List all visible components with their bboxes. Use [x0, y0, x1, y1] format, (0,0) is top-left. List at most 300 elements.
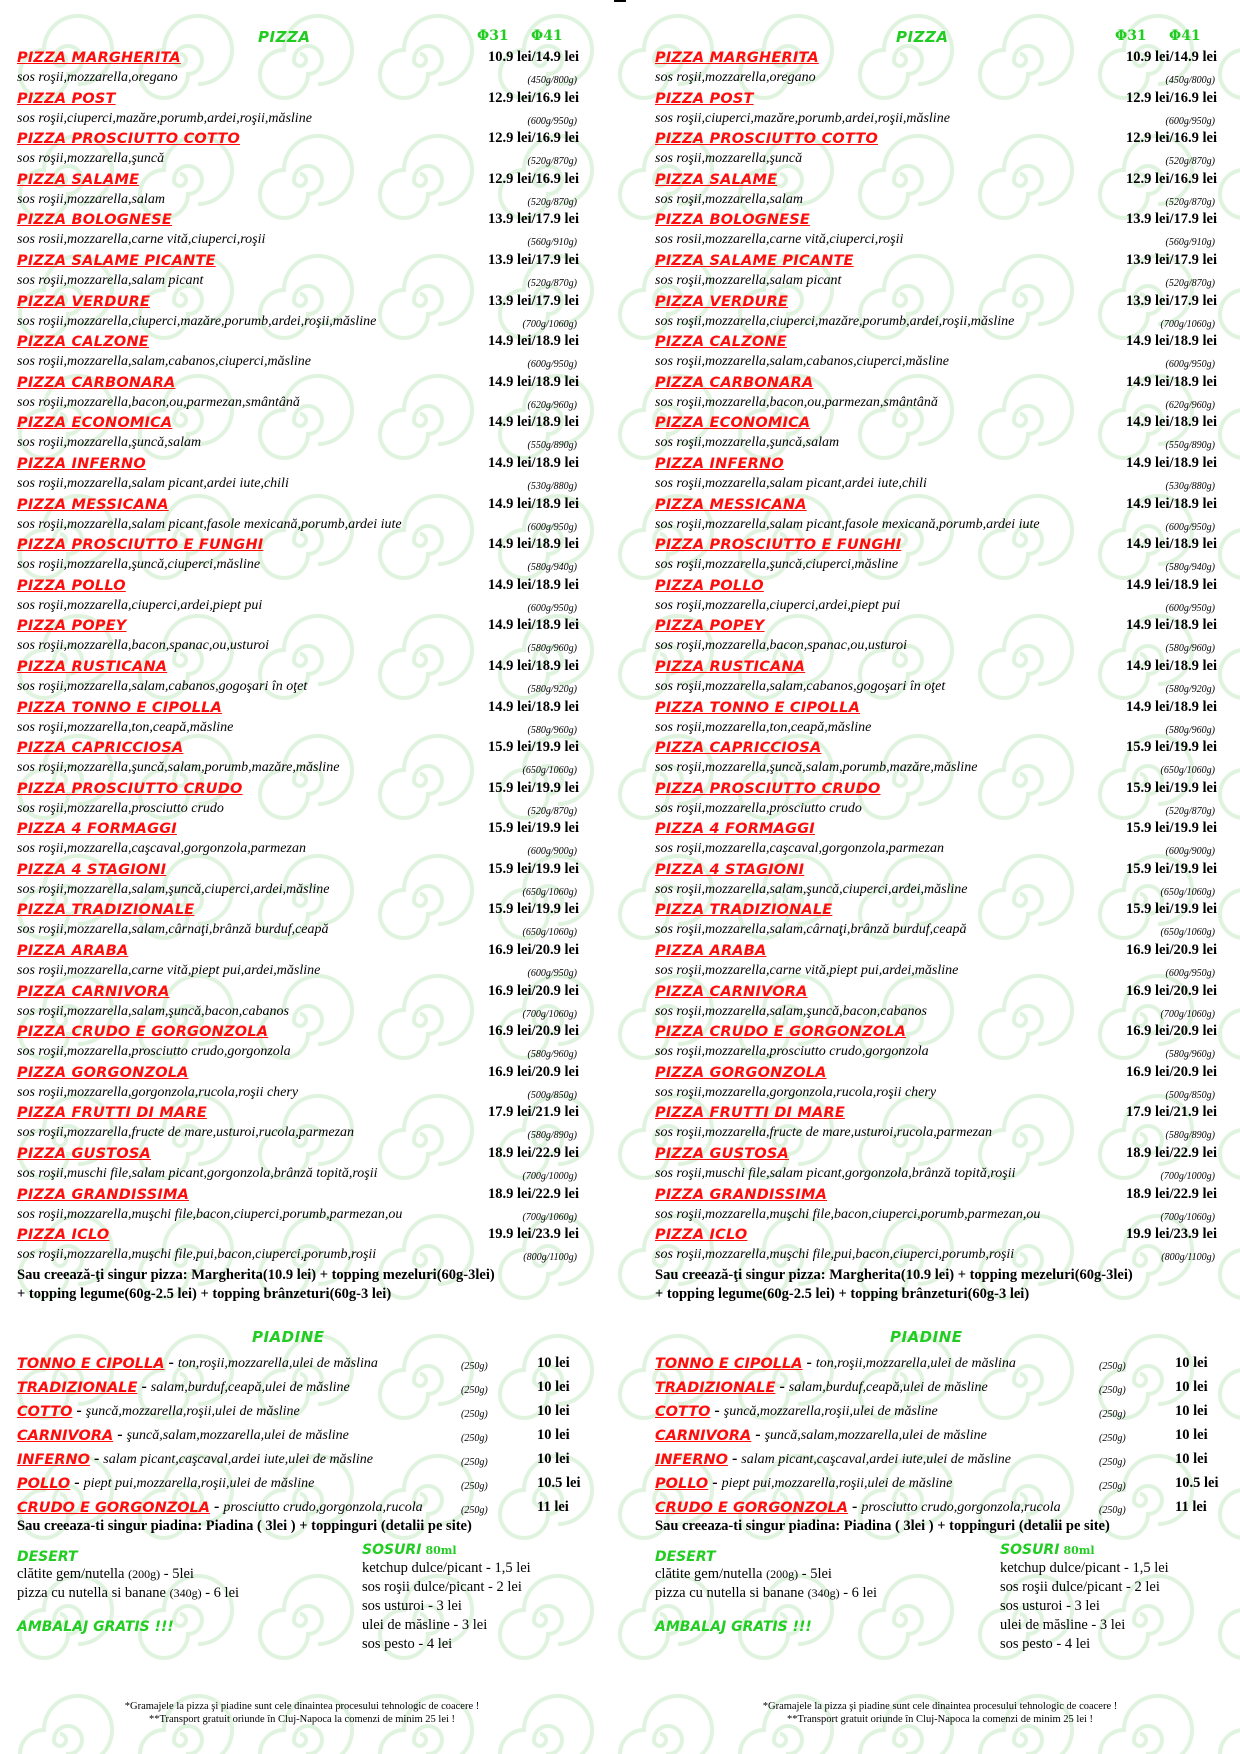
pizza-name-row: [17, 128, 587, 147]
pizza-weight: (580g/920g): [1165, 683, 1215, 695]
pizza-description: sos roşii,mozzarella,muşchi file,pui,bacon,ciuperci,porumb,roşii: [17, 1247, 377, 1263]
desert-title: DESERT: [655, 1548, 716, 1565]
pizza-weight: (600g/950g): [1165, 521, 1215, 533]
piadina-name: INFERNO: [655, 1451, 728, 1468]
pizza-desc-row: [17, 1040, 587, 1060]
pizza-name-row: [17, 981, 587, 1000]
pizza-weight: (650g/1060g): [1160, 927, 1215, 939]
sauce-item: sos usturoi - 3 lei: [362, 1597, 462, 1614]
pizza-section-header: [655, 22, 1225, 44]
desert-item-text: clătite gem/nutella: [17, 1565, 129, 1582]
piadina-dash: -: [76, 1401, 82, 1419]
free-packaging-label: AMBALAJ GRATIS !!!: [655, 1618, 812, 1635]
pizza-description: sos roşii,mozzarella,salam picant: [17, 272, 204, 288]
pizza-price: 14.9 lei/18.9 lei: [1125, 536, 1217, 553]
pizza-name-row: [655, 940, 1225, 959]
pizza-item: [17, 981, 587, 1022]
piadina-price: 10 lei: [537, 1402, 570, 1419]
pizza-name-row: [655, 656, 1225, 675]
pizza-price: 13.9 lei/17.9 lei: [1125, 251, 1217, 268]
pizza-name: PIZZA FRUTTI DI MARE: [655, 1105, 845, 1122]
pizza-item: [17, 778, 587, 819]
piadina-price: 10 lei: [1175, 1450, 1208, 1467]
piadina-name: CARNIVORA: [655, 1427, 752, 1444]
pizza-desc-row: [17, 350, 587, 370]
pizza-weight: (650g/1060g): [1160, 886, 1215, 898]
pizza-item: [17, 291, 587, 332]
pizza-desc-row: [17, 1081, 587, 1101]
piadina-item: [655, 1444, 1225, 1468]
pizza-custom-line-2: + topping legume(60g-2.5 lei) + topping brânzeturi(60g-3 lei): [655, 1285, 1030, 1302]
pizza-name: PIZZA RUSTICANA: [17, 658, 168, 675]
piadina-item: [17, 1348, 587, 1372]
pizza-item: [655, 1184, 1225, 1225]
pizza-item: [655, 169, 1225, 210]
pizza-weight: (580g/920g): [527, 683, 577, 695]
free-packaging-label: AMBALAJ GRATIS !!!: [17, 1618, 174, 1635]
piadina-weight: (250g): [461, 1480, 488, 1492]
pizza-desc-row: [655, 1040, 1225, 1060]
sauces-section: [1000, 1541, 1230, 1654]
pizza-item: [17, 899, 587, 940]
pizza-price: 16.9 lei/20.9 lei: [1125, 982, 1217, 999]
pizza-price: 14.9 lei/18.9 lei: [487, 373, 579, 390]
piadine-list: [655, 1348, 1225, 1516]
pizza-desc-row: [655, 228, 1225, 248]
piadina-description: piept pui,mozzarella,roşii,ulei de măsline: [83, 1475, 315, 1491]
pizza-desc-row: [655, 66, 1225, 86]
pizza-list: [17, 47, 587, 1265]
pizza-description: sos roşii,mozzarella,şuncă: [655, 151, 803, 167]
sauce-item: ketchup dulce/picant - 1,5 lei: [1000, 1559, 1169, 1576]
pizza-name: PIZZA INFERNO: [17, 455, 146, 472]
pizza-name-row: [17, 818, 587, 837]
piadina-name: TONNO E CIPOLLA: [655, 1355, 803, 1372]
pizza-desc-row: [17, 472, 587, 492]
pizza-name-row: [17, 372, 587, 391]
pizza-weight: (530g/880g): [1165, 480, 1215, 492]
pizza-desc-row: [17, 716, 587, 736]
sauces-title: SOSURI: [362, 1541, 422, 1558]
pizza-item: [655, 534, 1225, 575]
pizza-price: 14.9 lei/18.9 lei: [1125, 333, 1217, 350]
pizza-description: sos roşii,mozzarella,ciuperci,mazăre,porumb,ardei,roşii,măsline: [17, 313, 377, 329]
pizza-description: sos roşii,mozzarella,prosciutto crudo,gorgonzola: [17, 1044, 291, 1060]
menu-column-left: [17, 22, 587, 1699]
pizza-weight: (560g/910g): [1165, 237, 1215, 249]
piadina-price: 10 lei: [537, 1354, 570, 1371]
pizza-name-row: [655, 209, 1225, 228]
pizza-weight: (520g/870g): [527, 805, 577, 817]
pizza-name-row: [17, 250, 587, 269]
pizza-price: 16.9 lei/20.9 lei: [1125, 1063, 1217, 1080]
pizza-price: 16.9 lei/20.9 lei: [1125, 1023, 1217, 1040]
piadina-name: TRADIZIONALE: [17, 1379, 138, 1396]
pizza-price: 10.9 lei/14.9 lei: [1125, 49, 1217, 65]
pizza-weight: (620g/960g): [1165, 399, 1215, 411]
piadina-item: [17, 1444, 587, 1468]
pizza-desc-row: [655, 1243, 1225, 1263]
pizza-item: [17, 859, 587, 900]
pizza-weight: (700g/1000g): [522, 1171, 577, 1183]
pizza-name: PIZZA MARGHERITA: [17, 50, 181, 66]
pizza-name: PIZZA ARABA: [655, 943, 767, 960]
pizza-desc-row: [17, 837, 587, 857]
footnote-line-1: *Gramajele la pizza şi piadine sunt cele dinaintea procesului tehnologic de coacere !: [762, 1701, 1118, 1712]
pizza-name-row: [17, 1143, 587, 1162]
piadina-description: ton,roşii,mozzarella,ulei de măslina: [177, 1355, 378, 1371]
pizza-name-row: [655, 88, 1225, 107]
desert-item-text: pizza cu nutella si banane: [17, 1584, 170, 1601]
pizza-weight: (520g/870g): [1165, 156, 1215, 168]
pizza-weight: (520g/870g): [1165, 277, 1215, 289]
pizza-desc-row: [17, 553, 587, 573]
pizza-price: 14.9 lei/18.9 lei: [487, 657, 579, 674]
pizza-desc-row: [655, 431, 1225, 451]
pizza-price: 14.9 lei/18.9 lei: [487, 333, 579, 350]
pizza-weight: (550g/890g): [527, 440, 577, 452]
pizza-desc-row: [655, 959, 1225, 979]
pizza-description: sos roşii,mozzarella,carne vită,piept pui,ardei,măsline: [655, 963, 959, 979]
pizza-description: sos roşii,mozzarella,salam,cabanos,ciuperci,măsline: [17, 354, 311, 370]
pizza-price: 15.9 lei/19.9 lei: [487, 860, 579, 877]
desert-list: [17, 1565, 317, 1603]
piadina-dash: -: [712, 1473, 718, 1491]
piadina-custom-offer: Sau creeaza-ti singur piadina: Piadina ( 3lei ) + toppinguri (detalii pe site): [17, 1517, 472, 1534]
pizza-item: [655, 737, 1225, 778]
pizza-section-title: PIZZA: [258, 28, 311, 46]
pizza-description: sos roşii,mozzarella,prosciutto crudo: [17, 800, 224, 816]
pizza-item: [655, 453, 1225, 494]
piadina-dash: -: [117, 1425, 123, 1443]
pizza-weight: (530g/880g): [527, 480, 577, 492]
pizza-description: sos roşii,mozzarella,muşchi file,bacon,ciuperci,porumb,parmezan,ou: [17, 1206, 403, 1222]
pizza-name: PIZZA POST: [655, 90, 754, 107]
pizza-description: sos roşii,muschi file,salam picant,gorgonzola,brânză topită,roşii: [655, 1166, 1016, 1182]
pizza-price: 17.9 lei/21.9 lei: [1125, 1104, 1217, 1121]
pizza-name: PIZZA POPEY: [655, 618, 765, 635]
pizza-weight: (600g/950g): [527, 115, 577, 127]
pizza-item: [17, 209, 587, 250]
desert-title: DESERT: [17, 1548, 78, 1565]
pizza-price: 15.9 lei/19.9 lei: [487, 901, 579, 918]
pizza-name-row: [655, 1224, 1225, 1243]
pizza-description: sos roşii,mozzarella,şuncă,salam: [655, 435, 840, 451]
pizza-weight: (600g/950g): [1165, 115, 1215, 127]
desert-item-price: - 6 lei: [839, 1584, 878, 1601]
pizza-item: [655, 778, 1225, 819]
desert-item-price: - 5lei: [160, 1565, 194, 1582]
pizza-weight: (700g/1060g): [1160, 318, 1215, 330]
desert-and-sauces: [17, 1541, 587, 1699]
desert-item-weight: (340g): [169, 1585, 202, 1600]
pizza-weight: (520g/870g): [527, 196, 577, 208]
pizza-price: 13.9 lei/17.9 lei: [487, 251, 579, 268]
piadina-dash: -: [755, 1425, 761, 1443]
pizza-name: PIZZA ECONOMICA: [655, 415, 811, 432]
pizza-weight: (580g/960g): [527, 724, 577, 736]
pizza-desc-row: [655, 1203, 1225, 1223]
pizza-name-row: [655, 250, 1225, 269]
pizza-name-row: [17, 737, 587, 756]
pizza-price: 18.9 lei/22.9 lei: [1125, 1145, 1217, 1162]
pizza-item: [655, 128, 1225, 169]
piadina-name: TONNO E CIPOLLA: [17, 1355, 165, 1372]
piadina-price: 10 lei: [1175, 1426, 1208, 1443]
pizza-desc-row: [17, 1000, 587, 1020]
pizza-price: 17.9 lei/21.9 lei: [487, 1104, 579, 1121]
piadina-price: 10 lei: [537, 1378, 570, 1395]
desert-item-weight: (200g): [128, 1566, 161, 1581]
pizza-item: [655, 1143, 1225, 1184]
pizza-item: [655, 209, 1225, 250]
pizza-name: PIZZA GORGONZOLA: [655, 1064, 827, 1081]
pizza-name-row: [17, 575, 587, 594]
desert-item-price: - 5lei: [798, 1565, 832, 1582]
pizza-item: [17, 615, 587, 656]
piadina-price: 10 lei: [537, 1426, 570, 1443]
pizza-weight: (500g/850g): [527, 1089, 577, 1101]
pizza-item: [17, 1184, 587, 1225]
pizza-price: 15.9 lei/19.9 lei: [1125, 779, 1217, 796]
pizza-price: 15.9 lei/19.9 lei: [487, 820, 579, 837]
pizza-name: PIZZA CRUDO E GORGONZOLA: [655, 1024, 907, 1041]
pizza-item: [17, 250, 587, 291]
pizza-price: 15.9 lei/19.9 lei: [1125, 820, 1217, 837]
piadina-item: [17, 1468, 587, 1492]
pizza-item: [17, 1062, 587, 1103]
pizza-item: [17, 940, 587, 981]
pizza-name: PIZZA CARNIVORA: [655, 983, 808, 1000]
pizza-name: PIZZA CAPRICCIOSA: [655, 740, 822, 757]
pizza-name: PIZZA GUSTOSA: [655, 1146, 789, 1163]
pizza-weight: (600g/950g): [1165, 968, 1215, 980]
pizza-name-row: [17, 1184, 587, 1203]
pizza-item: [17, 331, 587, 372]
pizza-item: [17, 534, 587, 575]
pizza-name: PIZZA CARBONARA: [655, 374, 814, 391]
page-top-mark: [614, 0, 626, 2]
desert-item-price: - 6 lei: [201, 1584, 240, 1601]
pizza-name-row: [17, 88, 587, 107]
pizza-item: [655, 372, 1225, 413]
piadina-weight: (250g): [1099, 1360, 1126, 1372]
piadina-price: 10 lei: [1175, 1354, 1208, 1371]
pizza-weight: (520g/870g): [527, 156, 577, 168]
desert-item: [655, 1584, 955, 1603]
sauce-item: ulei de măsline - 3 lei: [1000, 1616, 1126, 1633]
pizza-name: PIZZA CALZONE: [655, 334, 787, 351]
pizza-price: 16.9 lei/20.9 lei: [1125, 942, 1217, 959]
pizza-desc-row: [655, 188, 1225, 208]
footnotes-right: [655, 1700, 1225, 1726]
piadina-dash: -: [168, 1353, 174, 1371]
piadina-description: salam,burduf,ceapă,ulei de măsline: [150, 1379, 350, 1395]
pizza-name: PIZZA CARNIVORA: [17, 983, 170, 1000]
pizza-weight: (580g/960g): [1165, 1049, 1215, 1061]
piadine-section-title: PIADINE: [890, 1327, 963, 1346]
pizza-weight: (500g/850g): [1165, 1089, 1215, 1101]
pizza-name-row: [655, 859, 1225, 878]
pizza-price: 16.9 lei/20.9 lei: [487, 1063, 579, 1080]
pizza-desc-row: [17, 310, 587, 330]
pizza-item: [655, 1062, 1225, 1103]
desert-item: [17, 1584, 317, 1603]
pizza-weight: (450g/800g): [527, 75, 577, 86]
desert-item-text: clătite gem/nutella: [655, 1565, 767, 1582]
footnote-line-2: **Transport gratuit oriunde în Cluj-Napoca la comenzi de minim 25 lei !: [786, 1714, 1094, 1725]
pizza-description: sos roşii,mozzarella,prosciutto crudo,gorgonzola: [655, 1044, 929, 1060]
pizza-name: PIZZA POLLO: [655, 577, 764, 594]
pizza-price: 12.9 lei/16.9 lei: [1125, 130, 1217, 147]
pizza-price: 14.9 lei/18.9 lei: [1125, 617, 1217, 634]
piadina-price: 11 lei: [1175, 1498, 1207, 1515]
footnote-line-2: **Transport gratuit oriunde în Cluj-Napoca la comenzi de minim 25 lei !: [148, 1714, 456, 1725]
pizza-desc-row: [17, 1203, 587, 1223]
pizza-name: PIZZA CARBONARA: [17, 374, 176, 391]
pizza-name-row: [17, 534, 587, 553]
pizza-item: [17, 656, 587, 697]
desert-item: [655, 1565, 955, 1584]
pizza-price: 15.9 lei/19.9 lei: [1125, 901, 1217, 918]
piadina-description: şuncă,mozzarella,roşii,ulei de măsline: [723, 1403, 938, 1419]
sauce-item: ulei de măsline - 3 lei: [362, 1616, 488, 1633]
pizza-name-row: [655, 331, 1225, 350]
pizza-section-header: [17, 22, 587, 44]
pizza-weight: (580g/960g): [527, 643, 577, 655]
pizza-desc-row: [655, 797, 1225, 817]
desert-section: [17, 1549, 317, 1635]
pizza-price: 18.9 lei/22.9 lei: [487, 1185, 579, 1202]
piadina-price: 10 lei: [537, 1450, 570, 1467]
pizza-description: sos roşii,mozzarella,şuncă,ciuperci,măsline: [17, 557, 261, 573]
sauces-volume: 80ml: [1063, 1543, 1095, 1557]
pizza-item: [17, 1143, 587, 1184]
piadina-price: 10.5 lei: [537, 1474, 581, 1491]
pizza-item: [17, 494, 587, 535]
pizza-name: PIZZA VERDURE: [655, 293, 789, 310]
piadina-dash: -: [714, 1401, 720, 1419]
pizza-name-row: [17, 47, 587, 66]
pizza-name-row: [655, 494, 1225, 513]
pizza-weight: (580g/960g): [1165, 724, 1215, 736]
pizza-desc-row: [17, 66, 587, 86]
pizza-price: 14.9 lei/18.9 lei: [1125, 495, 1217, 512]
pizza-item: [655, 88, 1225, 129]
pizza-item: [655, 291, 1225, 332]
piadina-weight: (250g): [461, 1360, 488, 1372]
pizza-desc-row: [17, 594, 587, 614]
piadina-price: 10 lei: [1175, 1378, 1208, 1395]
piadina-description: şuncă,mozzarella,roşii,ulei de măsline: [85, 1403, 300, 1419]
pizza-desc-row: [655, 716, 1225, 736]
pizza-description: sos roşii,mozzarella,caşcaval,gorgonzola,parmezan: [17, 841, 306, 857]
pizza-description: sos roşii,mozzarella,salam,şuncă,ciuperci,ardei,măsline: [17, 881, 330, 897]
pizza-weight: (700g/1060g): [1160, 1008, 1215, 1020]
pizza-name: PIZZA 4 FORMAGGI: [655, 821, 815, 838]
pizza-name: PIZZA PROSCIUTTO CRUDO: [17, 780, 243, 797]
pizza-description: sos roşii,mozzarella,oregano: [17, 70, 178, 85]
piadina-weight: (250g): [461, 1456, 488, 1468]
pizza-description: sos roşii,mozzarella,bacon,ou,parmezan,smântână: [655, 394, 938, 410]
piadina-custom-offer: Sau creeaza-ti singur piadina: Piadina ( 3lei ) + toppinguri (detalii pe site): [655, 1517, 1110, 1534]
footnotes-left: [17, 1700, 587, 1726]
piadina-dash: -: [779, 1377, 785, 1395]
pizza-name: PIZZA SALAME PICANTE: [655, 252, 854, 269]
piadina-weight: (250g): [461, 1384, 488, 1396]
desert-list: [655, 1565, 955, 1603]
desert-item-weight: (340g): [807, 1585, 840, 1600]
pizza-name: PIZZA PROSCIUTTO COTTO: [655, 131, 878, 148]
pizza-name-row: [17, 778, 587, 797]
pizza-item: [17, 1224, 587, 1265]
pizza-item: [17, 47, 587, 88]
pizza-price: 12.9 lei/16.9 lei: [487, 170, 579, 187]
pizza-price: 19.9 lei/23.9 lei: [1125, 1226, 1217, 1243]
piadina-item: [655, 1468, 1225, 1492]
pizza-item: [655, 412, 1225, 453]
piadina-weight: (250g): [461, 1504, 488, 1516]
piadina-dash: -: [141, 1377, 147, 1395]
pizza-description: sos roşii,mozzarella,muşchi file,bacon,ciuperci,porumb,parmezan,ou: [655, 1206, 1041, 1222]
piadina-name: CARNIVORA: [17, 1427, 114, 1444]
pizza-price: 12.9 lei/16.9 lei: [1125, 170, 1217, 187]
pizza-name: PIZZA PROSCIUTTO E FUNGHI: [17, 537, 264, 554]
piadina-name: POLLO: [17, 1475, 71, 1492]
pizza-item: [17, 128, 587, 169]
pizza-name-row: [17, 1224, 587, 1243]
pizza-name-row: [17, 697, 587, 716]
pizza-weight: (580g/890g): [527, 1130, 577, 1142]
size-small-label: Φ31: [1115, 28, 1147, 44]
pizza-name: PIZZA MESSICANA: [655, 496, 807, 513]
pizza-weight: (450g/800g): [1165, 75, 1215, 86]
pizza-name: PIZZA GUSTOSA: [17, 1146, 151, 1163]
sauce-item: ketchup dulce/picant - 1,5 lei: [362, 1559, 531, 1576]
pizza-name: PIZZA SALAME PICANTE: [17, 252, 216, 269]
pizza-item: [17, 737, 587, 778]
pizza-price: 16.9 lei/20.9 lei: [487, 1023, 579, 1040]
sauce-item: sos pesto - 4 lei: [362, 1635, 453, 1652]
pizza-item: [17, 575, 587, 616]
pizza-description: sos roşii,mozzarella,fructe de mare,usturoi,rucola,parmezan: [655, 1125, 993, 1141]
pizza-name-row: [17, 291, 587, 310]
pizza-desc-row: [17, 959, 587, 979]
pizza-desc-row: [17, 918, 587, 938]
piadina-name: TRADIZIONALE: [655, 1379, 776, 1396]
pizza-name: PIZZA PROSCIUTTO CRUDO: [655, 780, 881, 797]
pizza-price: 16.9 lei/20.9 lei: [487, 982, 579, 999]
pizza-weight: (600g/950g): [1165, 359, 1215, 371]
pizza-name-row: [17, 1102, 587, 1121]
pizza-desc-row: [655, 310, 1225, 330]
pizza-name: PIZZA ECONOMICA: [17, 415, 173, 432]
sauces-list: [1000, 1559, 1230, 1654]
pizza-description: sos roşii,mozzarella,salam,cabanos,ciuperci,măsline: [655, 354, 949, 370]
pizza-description: sos roşii,mozzarella,ciuperci,ardei,piept pui: [655, 597, 901, 613]
pizza-name-row: [655, 575, 1225, 594]
piadina-description: prosciutto crudo,gorgonzola,rucola: [861, 1499, 1061, 1515]
pizza-price: 14.9 lei/18.9 lei: [487, 454, 579, 471]
pizza-price: 14.9 lei/18.9 lei: [487, 576, 579, 593]
pizza-section-title: PIZZA: [896, 28, 949, 46]
pizza-description: sos roşii,mozzarella,gorgonzola,rucola,roşii chery: [17, 1084, 299, 1100]
pizza-name: PIZZA CRUDO E GORGONZOLA: [17, 1024, 269, 1041]
pizza-desc-row: [655, 107, 1225, 127]
pizza-desc-row: [655, 837, 1225, 857]
pizza-description: sos rosii,mozzarella,carne vită,ciuperci,roşii: [655, 232, 904, 248]
piadina-item: [17, 1396, 587, 1420]
